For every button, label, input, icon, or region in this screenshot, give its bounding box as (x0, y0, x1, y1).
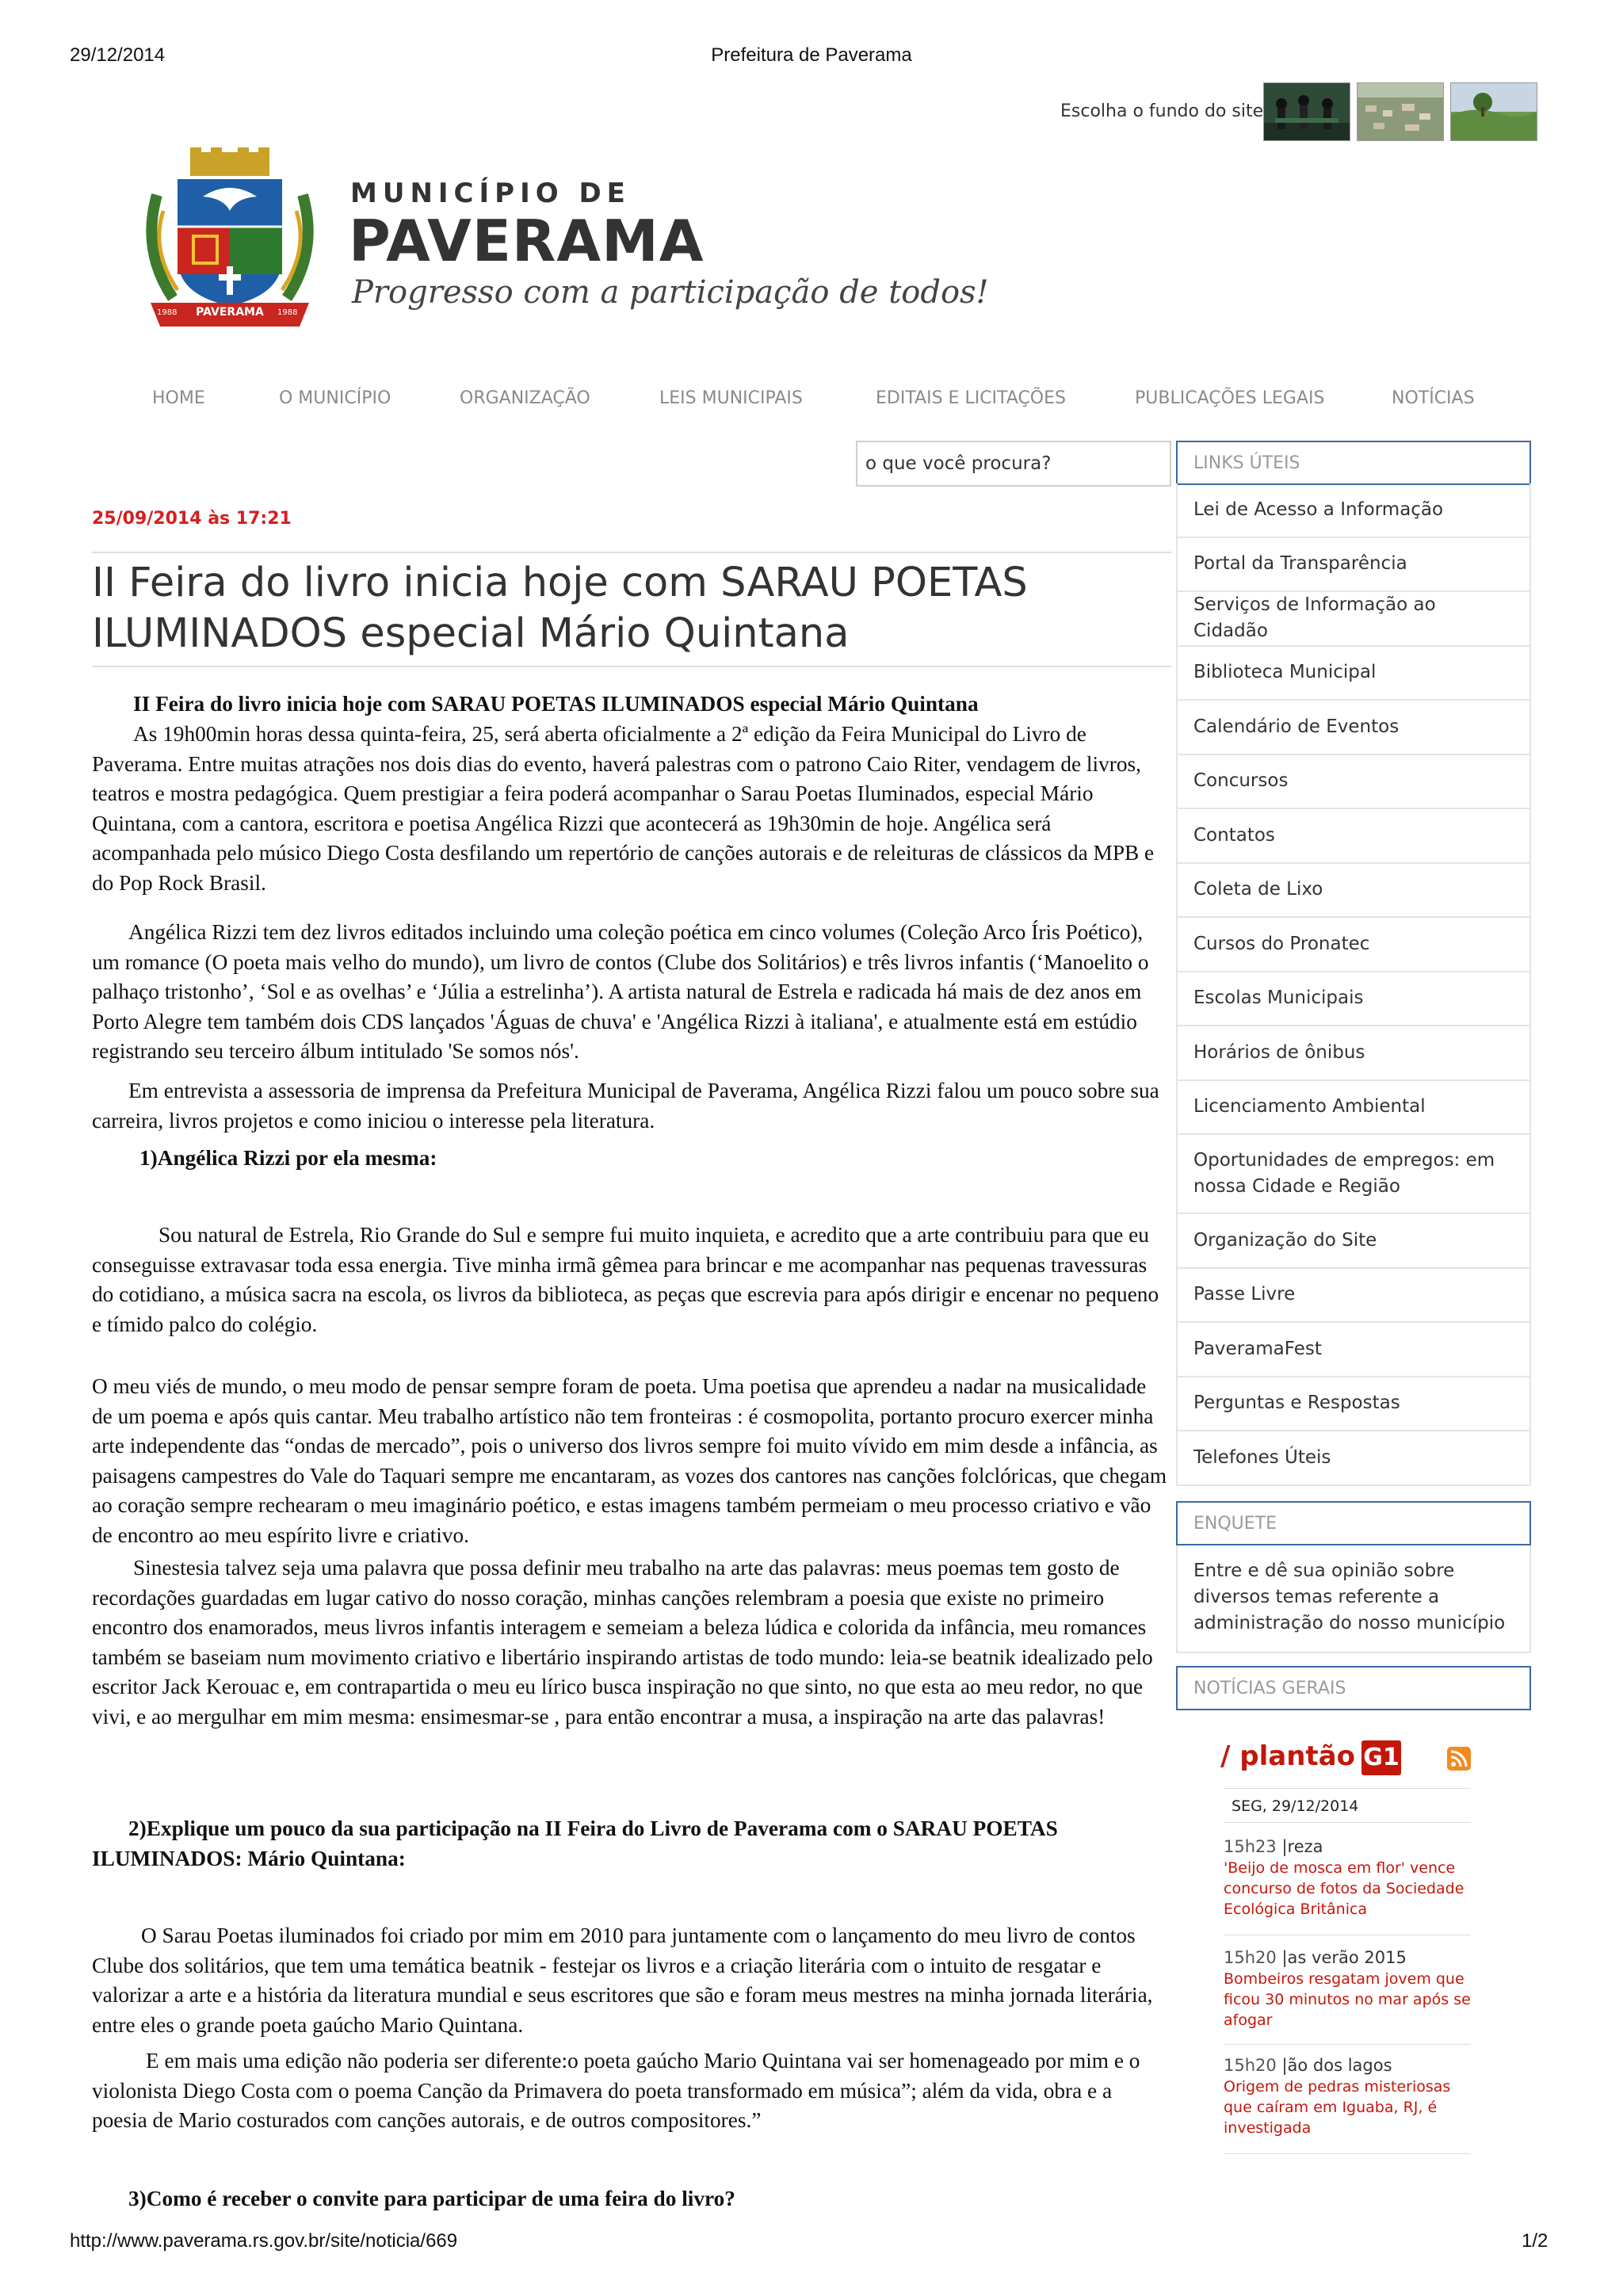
g1-news-time: 15h20 (1224, 2056, 1277, 2075)
g1-news-item[interactable] (1224, 1836, 1471, 1935)
article-subtitle: II Feira do livro inicia hoje com SARAU POETAS ILUMINADOS especial Mário Quintana (133, 692, 979, 716)
enquete-text: Entre e dê sua opinião sobre diversos temas referente a administração do nosso município (1193, 1561, 1506, 1633)
g1-news-tag: |reza (1281, 1837, 1323, 1856)
interview-question: 3)Como é receber o convite para participar de uma feira do livro? (128, 2187, 735, 2210)
nav-editais-e-licitacoes[interactable]: EDITAIS E LICITAÇÕES (876, 388, 1066, 408)
links-uteis-header (1176, 441, 1531, 485)
link-perguntas-respostas[interactable]: Perguntas e Respostas (1178, 1377, 1529, 1432)
dancers-image-icon (1264, 83, 1350, 141)
print-page-number: 1/2 (1522, 2230, 1549, 2252)
crest-year-left: 1988 (157, 308, 178, 317)
link-portal-transparencia[interactable]: Portal da Transparência (1178, 538, 1529, 593)
article-paragraph: Em entrevista a assessoria de imprensa da Prefeitura Municipal de Paverama, Angélica Rizzi falou um pouco sobre sua carreira, livros projetos e como iniciou o interesse pela literatura. (92, 1079, 1159, 1133)
nav-leis-municipais[interactable]: LEIS MUNICIPAIS (659, 388, 803, 408)
background-thumbnail-city[interactable] (1357, 82, 1444, 141)
nav-publicacoes-legais[interactable]: PUBLICAÇÕES LEGAIS (1135, 388, 1325, 408)
noticias-gerais-title: NOTÍCIAS GERAIS (1193, 1679, 1346, 1698)
interview-answer: Sinestesia talvez seja uma palavra que possa definir meu trabalho na arte das palavras: meus poemas tem gosto de recordações guardadas em lugar cativo do nosso coração, minhas canções relembram a poesia que existe no primeiro encontro dos enamorados, meus livros infantis interagem e semeiam a beleza lúdica e colorida da infância, meu romances também se baseiam num movimento criativo e libertário inspirando artistas de todo mundo: leia-se beatnik idealizado pelo escritor Jack Kerouac e, em contrapartida o meu eu lírico busca inspiração no que sinto, no que esta ao meu redor, no que vivi, e ao mergulhar em mim mesma: ensimesmar-se , para então encontrar a musa, a inspiração na arte das palavras! (92, 1556, 1153, 1729)
link-telefones-uteis[interactable]: Telefones Úteis (1178, 1431, 1529, 1486)
links-uteis-list (1176, 483, 1531, 1486)
background-thumbnail-dancers[interactable] (1263, 82, 1350, 141)
logo-municipio-de: MUNICÍPIO DE (350, 178, 631, 209)
link-servicos-informacao[interactable]: Serviços de Informação ao Cidadão (1178, 592, 1529, 647)
link-passe-livre[interactable]: Passe Livre (1178, 1269, 1529, 1324)
search-box (856, 441, 1171, 487)
print-date: 29/12/2014 (70, 44, 166, 66)
crest-year-right: 1988 (277, 308, 298, 317)
g1-logo[interactable]: G1 (1361, 1740, 1401, 1775)
g1-news-item[interactable] (1224, 2054, 1471, 2154)
enquete-title: ENQUETE (1193, 1514, 1277, 1534)
interview-answer: O Sarau Poetas iluminados foi criado por mim em 2010 para juntamente com o lançamento do meu livro de contos Clube dos solitários, que tem uma temática beatnik - festejar os livros e a criação literária com o intuito de resgatar e valorizar a arte e a história da literatura mundial e seus escritores que são e foram meus mestres na minha jornada literária, entre eles o grande poeta gaúcho Mario Quintana. (92, 1924, 1153, 2037)
background-thumbnail-landscape[interactable] (1450, 82, 1537, 141)
crest-banner-text: PAVERAMA (196, 306, 264, 319)
rss-icon[interactable] (1447, 1747, 1471, 1771)
g1-news-item[interactable] (1224, 1946, 1471, 2045)
article-date: 25/09/2014 às 17:21 (92, 509, 292, 529)
print-url: http://www.paverama.rs.gov.br/site/noticia/669 (70, 2230, 458, 2252)
city-aerial-image-icon (1358, 83, 1444, 141)
g1-news-headline: 'Beijo de mosca em flor' vence concurso de fotos da Sociedade Ecológica Britânica (1224, 1859, 1465, 1918)
logo-paverama: PAVERAMA (349, 208, 705, 274)
enquete-header (1176, 1501, 1531, 1545)
link-cursos-pronatec[interactable]: Cursos do Pronatec (1178, 918, 1529, 972)
nav-organizacao[interactable]: ORGANIZAÇÃO (460, 388, 590, 408)
main-navigation (119, 388, 1506, 414)
search-input[interactable] (857, 442, 1170, 485)
article-paragraph: Angélica Rizzi tem dez livros editados incluindo uma coleção poética em cinco volumes (Coleção Arco Íris Poético), um romance (O poeta mais velho do mundo), um livro de contos (Clube dos Solitários) e três livros infantis (‘Manoelito o palhaço tristonho’, ‘Sol e as ovelhas’ e ‘Júlia a estrelinha’). A artista natural de Estrela e radicada há mais de dez anos em Porto Alegre tem também dois CDS lançados 'Águas de chuva' e 'Angélica Rizzi à italiana', e atualmente está em estúdio registrando seu terceiro álbum intitulado 'Se somos nós'. (92, 920, 1149, 1063)
noticias-gerais-header (1176, 1666, 1531, 1710)
article-title: II Feira do livro inicia hoje com SARAU POETAS ILUMINADOS especial Mário Quintana (92, 560, 1028, 657)
landscape-image-icon (1451, 83, 1537, 141)
nav-home[interactable]: HOME (152, 388, 205, 408)
g1-news-headline: Bombeiros resgatam jovem que ficou 30 minutos no mar após se afogar (1224, 1970, 1471, 2029)
g1-news-tag: |ão dos lagos (1281, 2056, 1392, 2075)
link-paveramafest[interactable]: PaveramaFest (1178, 1323, 1529, 1377)
enquete-link[interactable] (1176, 1545, 1531, 1653)
nav-noticias[interactable]: NOTÍCIAS (1392, 388, 1475, 408)
interview-question: 2)Explique um pouco da sua participação na II Feira do Livro de Paverama com o SARAU POETAS ILUMINADOS: Mário Quintana: (92, 1817, 1058, 1870)
g1-plantao-title[interactable]: / plantão (1220, 1740, 1355, 1772)
link-contatos[interactable]: Contatos (1178, 809, 1529, 864)
interview-answer: O meu viés de mundo, o meu modo de pensar sempre foram de poeta. Uma poetisa que aprendeu a nadar na musicalidade de um poema e após quis cantar. Meu trabalho artístico não tem fronteiras : é cosmopolita, portanto procuro exercer minha arte independente das “ondas de mercado”, pois o universo dos livros sempre foi muito vívido em mim desde a infância, as paisagens campestres do Vale do Taquari sempre me encantaram, as vozes dos cantores nas canções folclóricas, que chegam ao coração sempre rechearam o meu imaginário poético, e estas imagens também permeiam o meu processo criativo e vão de encontro ao meu espírito livre e criativo. (92, 1374, 1167, 1547)
g1-news-time: 15h20 (1224, 1948, 1277, 1967)
interview-question: 1)Angélica Rizzi por ela mesma: (139, 1146, 437, 1170)
link-oportunidades-empregos[interactable]: Oportunidades de empregos: em nossa Cidade e Região (1178, 1135, 1529, 1214)
print-title: Prefeitura de Paverama (711, 44, 912, 66)
divider (92, 552, 1171, 553)
links-uteis-title: LINKS ÚTEIS (1193, 453, 1300, 473)
link-horarios-onibus[interactable]: Horários de ônibus (1178, 1026, 1529, 1081)
divider (92, 666, 1171, 667)
municipal-crest-logo (141, 147, 319, 330)
g1-news-time: 15h23 (1224, 1837, 1277, 1856)
link-calendario-eventos[interactable]: Calendário de Eventos (1178, 701, 1529, 755)
link-licenciamento-ambiental[interactable]: Licenciamento Ambiental (1178, 1081, 1529, 1136)
link-escolas-municipais[interactable]: Escolas Municipais (1178, 972, 1529, 1027)
link-organizacao-site[interactable]: Organização do Site (1178, 1214, 1529, 1269)
link-concursos[interactable]: Concursos (1178, 755, 1529, 810)
interview-answer: E em mais uma edição não poderia ser diferente:o poeta gaúcho Mario Quintana vai ser homenageado por mim e o violonista Diego Costa com o poema Canção da Primavera do poeta transformado em música”; além da vida, obra e a poesia de Mario costurados com canções autorais, e de outros compositores.” (92, 2049, 1140, 2132)
interview-answer: Sou natural de Estrela, Rio Grande do Sul e sempre fui muito inquieta, e acredito que a arte contribuiu para que eu conseguisse extravasar toda essa energia. Tive minha irmã gêmea para brincar e me acompanhar nas pequenas travessuras do cotidiano, a música sacra na escola, os livros da biblioteca, as peças que escrevia para após dirigir e encenar no pequeno e tímido palco do colégio. (92, 1223, 1159, 1336)
link-coleta-lixo[interactable]: Coleta de Lixo (1178, 864, 1529, 919)
link-biblioteca[interactable]: Biblioteca Municipal (1178, 647, 1529, 701)
nav-o-municipio[interactable]: O MUNICÍPIO (279, 388, 391, 408)
g1-news-tag: |as verão 2015 (1281, 1948, 1407, 1967)
g1-day: SEG, 29/12/2014 (1224, 1788, 1471, 1823)
article-paragraph: As 19h00min horas dessa quinta-feira, 25, será aberta oficialmente a 2ª edição da Feira Municipal do Livro de Paverama. Entre muitas atrações nos dois dias do evento, haverá palestras com o patrono Caio Riter, vendagem de livros, teatros e mostra pedagógica. Quem prestigiar a feira poderá acompanhar o Sarau Poetas Iluminados, especial Mário Quintana, com a cantora, escritora e poetisa Angélica Rizzi que acontecerá as 19h30min de hoje. Angélica será acompanhada pelo músico Diego Costa desfilando um repertório de canções autorais e de releituras de clássicos da MPB e do Pop Rock Brasil. (92, 722, 1155, 895)
background-chooser-label: Escolha o fundo do site (1060, 101, 1264, 121)
g1-news-headline: Origem de pedras misteriosas que caíram em Iguaba, RJ, é investigada (1224, 2078, 1451, 2137)
link-lei-de-acesso[interactable]: Lei de Acesso a Informação (1178, 483, 1529, 538)
logo-slogan: Progresso com a participação de todos! (352, 274, 989, 311)
